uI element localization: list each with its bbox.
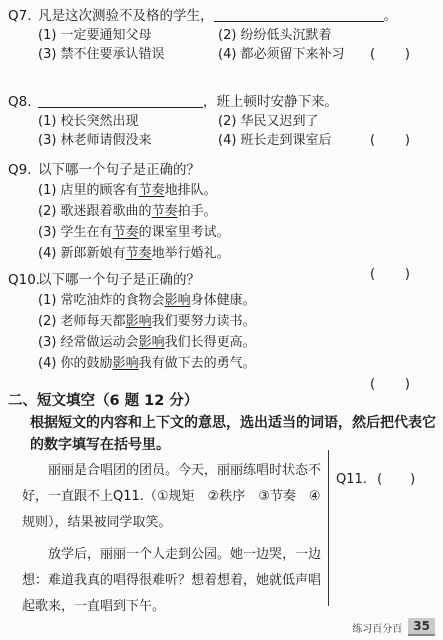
q9-stem-line [8, 160, 438, 180]
question-q10 [8, 270, 438, 392]
passage-box [22, 450, 418, 614]
q9-option-4[interactable]: (4) 新郎新娘有节奏地举行婚礼。 ( ) [8, 243, 438, 264]
q10-underlined-word: 影响 [138, 335, 165, 350]
section-instructions: 根据短文的内容和上下文的意思，选出适当的词语，然后把代表它的数字填写在括号里。 [30, 415, 436, 453]
page-footer [352, 618, 435, 636]
q7-option-3[interactable]: (3) 禁不住要承认错误 [38, 47, 165, 62]
q10-stem-line [8, 270, 438, 290]
q9-answer-parentheses[interactable]: ( ) [370, 267, 410, 282]
q11-answer-parentheses[interactable]: ( ) [377, 472, 416, 487]
q9-underlined-word: 节奏 [125, 246, 152, 261]
question-q7 [8, 6, 438, 64]
book-title: 练习百分百 [352, 623, 403, 635]
q7-stem: 凡是这次测验不及格的学生， [38, 8, 214, 24]
passage-text [22, 458, 322, 620]
q10-option-4[interactable]: (4) 你的鼓励影响我有做下去的勇气。 ( ) [8, 353, 438, 374]
q7-tail: 。 [383, 8, 397, 24]
passage-paragraph-2: 放学后，丽丽一个人走到公园。她一边哭，一边想：难道我真的唱得很难听？想着想着，她就低声唱起歌来，一直唱到下午。 [22, 547, 322, 614]
q10-option-2[interactable]: (2) 老师每天都影响我们要努力读书。 [38, 314, 256, 329]
divider-line [328, 450, 329, 606]
question-q8 [8, 92, 438, 150]
q7-answer-parentheses[interactable]: ( ) [370, 47, 410, 62]
q10-underlined-word: 影响 [112, 356, 139, 371]
q7-number: Q7. [8, 8, 32, 24]
q8-stem: ，班上顿时安静下来。 [203, 94, 338, 110]
q8-answer-blank[interactable] [38, 93, 203, 108]
q8-stem-line [8, 92, 438, 112]
q8-option-3[interactable]: (3) 林老师请假没来 [38, 133, 152, 148]
q9-underlined-word: 节奏 [138, 183, 165, 198]
q7-stem-line [8, 6, 438, 26]
q7-options-row2 [8, 45, 438, 64]
q9-number: Q9. [8, 162, 32, 178]
section-cloze [8, 390, 438, 456]
passage-paragraph-1: 丽丽是合唱团的团员。今天，丽丽练唱时状态不好，一直跟不上Q11.（①规矩 ②秩序 ③节奏 ④规则），结果被同学取笑。 [22, 463, 322, 530]
q10-option-1[interactable]: (1) 常吃油炸的食物会影响身体健康。 [38, 293, 256, 308]
q9-option-3[interactable]: (3) 学生在有节奏的课室里考试。 [38, 225, 230, 240]
q8-options-row1 [8, 112, 438, 131]
q10-underlined-word: 影响 [164, 293, 191, 308]
q10-number: Q10. [8, 272, 41, 288]
q9-option-2[interactable]: (2) 歌迷跟着歌曲的节奏拍手。 [38, 204, 217, 219]
q10-stem: 以下哪一个句子是正确的？ [38, 272, 200, 288]
q8-answer-parentheses[interactable]: ( ) [370, 133, 410, 148]
q11-answer-row [336, 472, 415, 487]
q7-option-2[interactable]: (2) 纷纷低头沉默着 [218, 28, 332, 43]
section-title: 二、短文填空（6 题 12 分） [8, 393, 199, 409]
q9-underlined-word: 节奏 [151, 204, 178, 219]
q8-option-4[interactable]: (4) 班长走到课室后 [218, 133, 332, 148]
q9-option-1[interactable]: (1) 店里的顾客有节奏地排队。 [38, 183, 217, 198]
q11-label: Q11. [336, 472, 367, 487]
q7-answer-blank[interactable] [214, 7, 384, 22]
page-number: 35 [408, 618, 435, 636]
q7-option-1[interactable]: (1) 一定要通知父母 [38, 28, 152, 43]
q8-options-row2 [8, 131, 438, 150]
q8-option-1[interactable]: (1) 校长突然出现 [38, 114, 139, 129]
q7-options-row1 [8, 26, 438, 45]
q10-option-3[interactable]: (3) 经常做运动会影响我们长得更高。 [38, 335, 256, 350]
q8-number: Q8. [8, 94, 32, 110]
q9-stem: 以下哪一个句子是正确的？ [38, 162, 200, 178]
q10-answer-parentheses[interactable]: ( ) [370, 377, 410, 392]
q9-underlined-word: 节奏 [112, 225, 139, 240]
q7-option-4[interactable]: (4) 都必须留下来补习 [218, 47, 345, 62]
q10-underlined-word: 影响 [125, 314, 152, 329]
q8-option-2[interactable]: (2) 华民又迟到了 [218, 114, 319, 129]
